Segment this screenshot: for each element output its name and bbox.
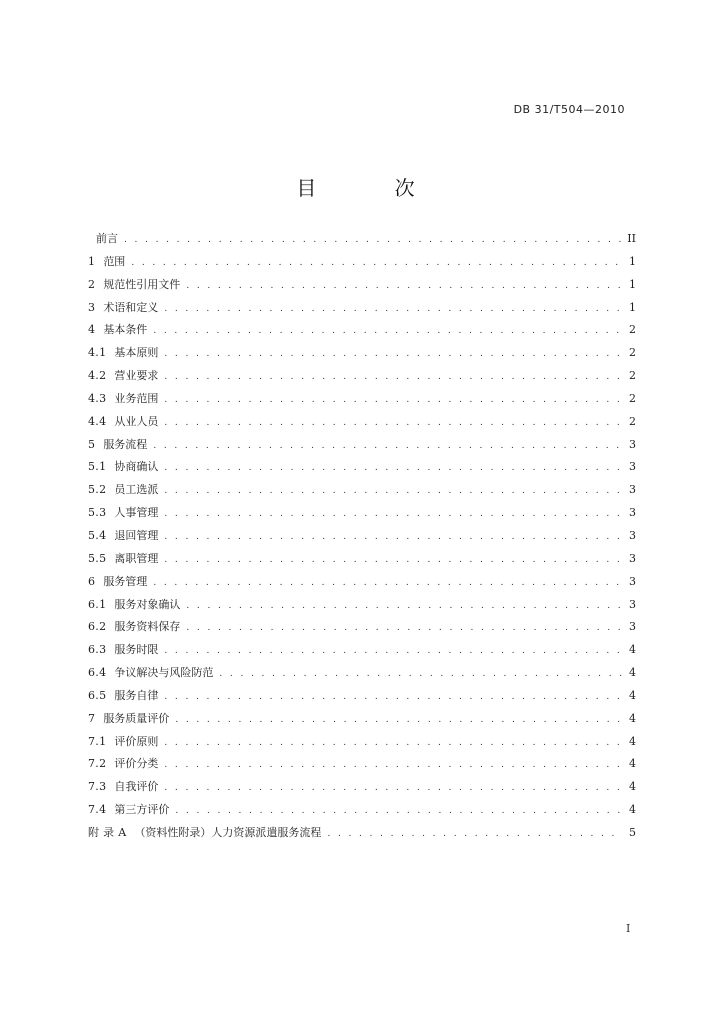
toc-entry-title [88,778,158,794]
toc-entry-page: 2 [629,323,636,337]
toc-entry[interactable] [88,299,636,322]
toc-entry-page: 1 [629,300,636,314]
toc-entry-number: 6 [88,574,96,588]
toc-entry-page: 1 [629,254,636,268]
toc-entry-page: 2 [629,346,636,360]
toc-dot-leader [164,646,622,656]
toc-entry-number: 2 [88,277,96,291]
toc-entry-page: 3 [629,528,636,542]
toc-entry[interactable] [88,710,636,733]
toc-entry-title [88,299,158,315]
toc-entry-label: 服务资料保存 [114,620,181,634]
toc-entry[interactable] [88,344,636,367]
toc-entry-number: 4.1 [88,346,107,360]
toc-entry-title [88,687,158,703]
toc-entry-title [88,436,147,452]
toc-entry-label: 营业要求 [114,369,159,383]
toc-entry[interactable] [88,596,636,619]
document-code: DB 31/T504—2010 [513,103,625,116]
toc-entry-number: 附 录 A [88,825,127,839]
toc-entry-title [88,504,158,520]
toc-entry-label: 服务质量评价 [103,711,170,725]
toc-entry-number: 7 [88,711,96,725]
toc-dot-leader [131,258,622,268]
toc-dot-leader [327,829,622,839]
toc-entry-label: 退回管理 [114,528,159,542]
toc-dot-leader [164,783,622,793]
toc-dot-leader [186,281,622,291]
toc-entry-title [88,618,180,634]
toc-entry-number: 4 [88,323,96,337]
toc-entry-title [88,755,158,771]
toc-dot-leader [164,304,622,314]
toc-entry-number: 5 [88,437,96,451]
toc-entry-title [88,367,158,383]
toc-entry-page: 4 [629,803,636,817]
toc-entry-title [88,550,158,566]
toc-entry-number: 7.1 [88,734,107,748]
toc-entry-label: 第三方评价 [114,803,170,817]
toc-entry-page: 5 [629,825,636,839]
toc-entry-number: 5.2 [88,483,107,497]
toc-entry[interactable] [88,276,636,299]
toc-entry-label: （资料性附录）人力资源派遣服务流程 [134,825,322,839]
toc-dot-leader [164,509,622,519]
toc-entry[interactable] [88,527,636,550]
toc-entry-label: 争议解决与风险防范 [114,666,214,680]
toc-entry-label: 术语和定义 [103,300,159,314]
toc-entry[interactable] [88,687,636,710]
toc-entry-title [88,321,147,337]
toc-entry-title [88,596,180,612]
toc-dot-leader [164,532,622,542]
toc-dot-leader [175,806,622,816]
toc-dot-leader [164,395,622,405]
toc-entry[interactable] [88,550,636,573]
toc-entry-label: 基本条件 [103,323,148,337]
toc-dot-leader [124,235,622,245]
toc-entry[interactable] [88,321,636,344]
toc-entry-title [88,824,321,840]
toc-entry-label: 人事管理 [114,506,159,520]
toc-dot-leader [164,692,622,702]
toc-entry-title [88,801,169,817]
toc-entry-page: 2 [629,414,636,428]
toc-dot-leader [164,555,622,565]
toc-dot-leader [164,349,622,359]
toc-entry[interactable] [88,458,636,481]
toc-entry-number: 4.4 [88,414,107,428]
toc-entry-label: 协商确认 [114,460,159,474]
toc-entry-page: 2 [629,391,636,405]
toc-entry-title [88,344,158,360]
toc-dot-leader [175,715,622,725]
table-of-contents [88,230,636,847]
toc-entry-number: 7.3 [88,780,107,794]
toc-entry-number: 3 [88,300,96,314]
toc-entry-number: 5.4 [88,528,107,542]
toc-entry[interactable] [88,778,636,801]
toc-dot-leader [153,326,622,336]
toc-dot-leader [219,669,622,679]
toc-entry-label: 服务时限 [114,643,159,657]
toc-entry-number: 6.2 [88,620,107,634]
toc-entry[interactable] [88,413,636,436]
toc-dot-leader [164,738,622,748]
toc-entry-title [88,527,158,543]
toc-entry-number: 7.4 [88,803,107,817]
toc-entry[interactable] [88,230,636,253]
toc-entry-page: 4 [629,666,636,680]
toc-entry-number: 5.1 [88,460,107,474]
toc-dot-leader [164,372,622,382]
toc-entry-label: 服务对象确认 [114,597,181,611]
toc-entry[interactable] [88,755,636,778]
toc-dot-leader [153,578,622,588]
toc-entry-title [88,664,213,680]
toc-entry-label: 员工选派 [114,483,159,497]
toc-entry-number: 4.3 [88,391,107,405]
toc-entry-number: 7.2 [88,757,107,771]
toc-dot-leader [153,441,622,451]
toc-entry[interactable] [88,436,636,459]
toc-entry-label: 离职管理 [114,551,159,565]
toc-entry-label: 业务范围 [114,391,159,405]
toc-dot-leader [164,418,622,428]
toc-entry-page: 4 [629,757,636,771]
toc-entry-page: 3 [629,437,636,451]
toc-entry-page: 4 [629,688,636,702]
toc-entry[interactable] [88,481,636,504]
toc-entry[interactable] [88,573,636,596]
toc-entry-label: 评价分类 [114,757,159,771]
toc-entry-page: 1 [629,277,636,291]
toc-entry-label: 服务自律 [114,688,159,702]
toc-entry-page: 3 [629,574,636,588]
toc-entry[interactable] [88,618,636,641]
toc-entry-label: 规范性引用文件 [103,277,181,291]
toc-entry-page: II [627,232,636,245]
toc-dot-leader [186,601,622,611]
toc-entry-title [88,230,118,246]
toc-entry-title [88,458,158,474]
toc-entry-label: 评价原则 [114,734,159,748]
toc-entry-title [88,710,169,726]
toc-entry-label: 自我评价 [114,780,159,794]
toc-entry[interactable] [88,664,636,687]
toc-dot-leader [164,463,622,473]
toc-entry-number: 5.3 [88,506,107,520]
toc-entry-page: 4 [629,780,636,794]
toc-entry-page: 3 [629,620,636,634]
footer-page-number: I [626,922,631,935]
toc-entry-number: 6.1 [88,597,107,611]
toc-entry-page: 4 [629,711,636,725]
toc-entry-label: 范围 [103,254,126,268]
toc-entry-label: 前言 [96,232,118,245]
toc-entry[interactable] [88,253,636,276]
toc-entry-page: 3 [629,597,636,611]
toc-entry[interactable] [88,733,636,756]
toc-entry-label: 服务管理 [103,574,148,588]
toc-entry[interactable] [88,367,636,390]
toc-entry[interactable] [88,641,636,664]
toc-entry[interactable] [88,824,636,847]
toc-entry-title [88,573,147,589]
toc-entry-label: 从业人员 [114,414,159,428]
toc-entry-label: 服务流程 [103,437,148,451]
toc-entry-title [88,413,158,429]
toc-entry-page: 3 [629,483,636,497]
toc-entry-page: 4 [629,643,636,657]
toc-entry-title [88,481,158,497]
toc-entry[interactable] [88,801,636,824]
toc-entry-number: 6.3 [88,643,107,657]
toc-entry-number: 1 [88,254,96,268]
toc-entry[interactable] [88,390,636,413]
toc-entry-number: 6.4 [88,666,107,680]
toc-entry-title [88,390,158,406]
toc-entry-title [88,733,158,749]
page-title: 目 次 [296,176,451,200]
toc-entry-title [88,641,158,657]
toc-entry-title [88,253,125,269]
toc-entry-number: 5.5 [88,551,107,565]
toc-entry-number: 4.2 [88,369,107,383]
toc-entry-label: 基本原则 [114,346,159,360]
toc-entry-page: 4 [629,734,636,748]
toc-entry-page: 3 [629,460,636,474]
toc-entry[interactable] [88,504,636,527]
toc-entry-number: 6.5 [88,688,107,702]
toc-entry-page: 3 [629,551,636,565]
toc-entry-page: 3 [629,506,636,520]
toc-dot-leader [164,760,622,770]
toc-dot-leader [164,486,622,496]
toc-entry-page: 2 [629,369,636,383]
toc-entry-title [88,276,180,292]
toc-dot-leader [186,623,622,633]
